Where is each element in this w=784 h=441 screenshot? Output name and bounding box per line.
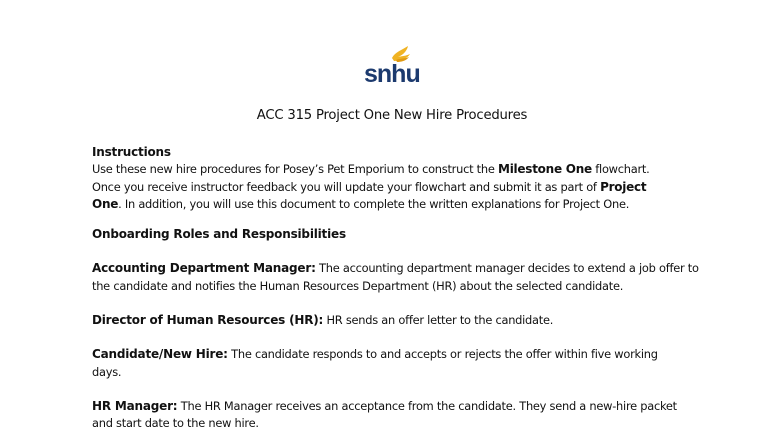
role-term: HR Manager:	[92, 398, 178, 413]
instructions-line-1: Use these new hire procedures for Posey’s Pet Emporium to construct the Milestone One flowchart.	[92, 162, 650, 177]
role-term: Accounting Department Manager:	[92, 261, 316, 276]
role-desc-cont: the candidate and notifies the Human Resources Department (HR) about the selected candidate.	[92, 278, 624, 293]
document-title: ACC 315 Project One New Hire Procedures	[256, 108, 528, 123]
role-desc: HR sends an offer letter to the candidate.	[323, 313, 554, 328]
logo-wordmark: snhu	[364, 60, 420, 88]
role-candidate	[92, 346, 712, 381]
instructions-line-3: One. In addition, you will use this document to complete the written explanations for Project One.	[92, 196, 630, 211]
role-accounting-manager	[92, 260, 712, 295]
snhu-logo	[362, 44, 420, 88]
instructions-heading: Instructions	[92, 145, 171, 159]
document-body	[92, 144, 712, 433]
role-desc-cont: and start date to the new hire.	[92, 416, 259, 431]
role-desc: The candidate responds to and accepts or rejects the offer within five working	[227, 347, 658, 362]
role-director-hr	[92, 312, 712, 329]
role-desc: The accounting department manager decides to extend a job offer to	[315, 261, 699, 276]
role-desc-cont: days.	[92, 364, 122, 379]
role-term: Director of Human Resources (HR):	[92, 313, 324, 328]
role-hr-manager	[92, 398, 712, 433]
instructions-line-2: Once you receive instructor feedback you will update your flowchart and submit it as part of Project	[92, 179, 647, 194]
roles-heading: Onboarding Roles and Responsibilities	[92, 227, 346, 242]
role-desc: The HR Manager receives an acceptance from the candidate. They send a new-hire packet	[177, 398, 677, 413]
snhu-logo-graphic	[362, 44, 420, 88]
role-term: Candidate/New Hire:	[92, 347, 228, 362]
